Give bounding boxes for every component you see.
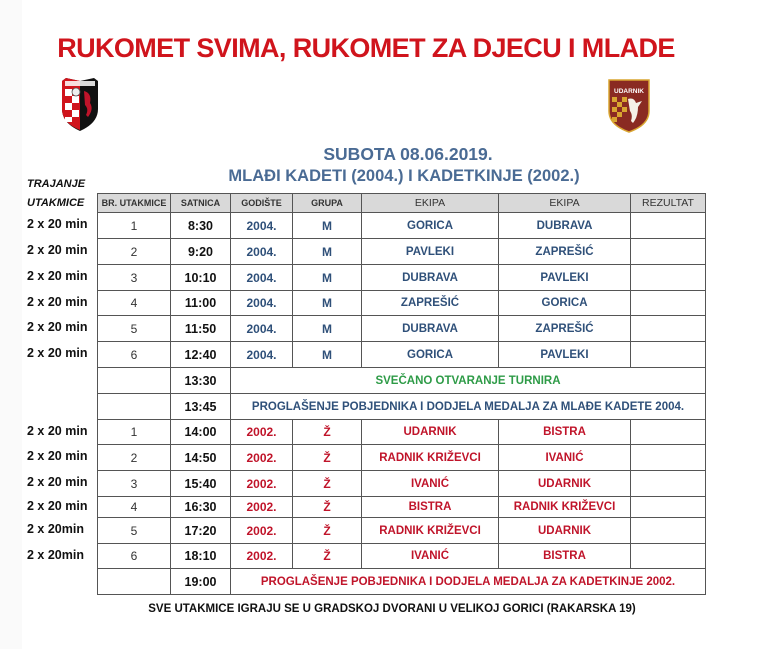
- match-number: 6: [98, 544, 171, 569]
- group: M: [293, 316, 362, 342]
- birth-year: 2004.: [231, 291, 293, 316]
- birth-year: 2002.: [231, 544, 293, 569]
- header-group: GRUPA: [293, 194, 362, 213]
- match-duration: 2 x 20 min: [27, 243, 88, 257]
- table-row: [98, 471, 706, 497]
- birth-year: 2004.: [231, 265, 293, 291]
- match-duration: 2 x 20 min: [27, 475, 88, 489]
- group: Ž: [293, 544, 362, 569]
- header-result: REZULTAT: [631, 194, 706, 213]
- event-row: [98, 569, 706, 595]
- result-cell[interactable]: [631, 316, 706, 342]
- team-home: GORICA: [362, 342, 499, 368]
- team-home: ZAPREŠIĆ: [362, 291, 499, 316]
- event-text: PROGLAŠENJE POBJEDNIKA I DODJELA MEDALJA ZA KADETKINJE 2002.: [231, 569, 706, 595]
- match-duration: 2 x 20 min: [27, 269, 88, 283]
- match-duration: 2 x 20min: [27, 548, 84, 562]
- team-away: PAVLEKI: [499, 342, 631, 368]
- udarnik-crest-logo: [606, 77, 652, 133]
- empty-cell: [98, 569, 171, 595]
- match-time: 17:20: [171, 518, 231, 544]
- match-time: 9:20: [171, 239, 231, 265]
- group: Ž: [293, 420, 362, 445]
- team-away: PAVLEKI: [499, 265, 631, 291]
- group: Ž: [293, 518, 362, 544]
- team-away: UDARNIK: [499, 518, 631, 544]
- match-number: 4: [98, 291, 171, 316]
- result-cell[interactable]: [631, 265, 706, 291]
- match-time: 14:50: [171, 445, 231, 471]
- group: M: [293, 291, 362, 316]
- birth-year: 2002.: [231, 497, 293, 518]
- group: M: [293, 265, 362, 291]
- event-time: 13:45: [171, 394, 231, 420]
- group: Ž: [293, 471, 362, 497]
- table-row: [98, 265, 706, 291]
- result-cell[interactable]: [631, 420, 706, 445]
- match-time: 14:00: [171, 420, 231, 445]
- empty-cell: [98, 368, 171, 394]
- table-row: [98, 342, 706, 368]
- date-heading: SUBOTA 08.06.2019.: [323, 144, 493, 164]
- duration-heading-line-2: UTAKMICE: [27, 197, 85, 209]
- result-cell[interactable]: [631, 291, 706, 316]
- match-number: 2: [98, 445, 171, 471]
- schedule-table: [97, 193, 706, 595]
- header-year: GODIŠTE: [231, 194, 293, 213]
- table-row: [98, 420, 706, 445]
- club-crest-left-logo: [56, 75, 104, 133]
- categories-subtitle: MLAĐI KADETI (2004.) I KADETKINJE (2002.): [228, 167, 580, 185]
- match-number: 1: [98, 213, 171, 239]
- table-header-row: [98, 194, 706, 213]
- team-home: UDARNIK: [362, 420, 499, 445]
- result-cell[interactable]: [631, 471, 706, 497]
- team-home: DUBRAVA: [362, 265, 499, 291]
- team-away: GORICA: [499, 291, 631, 316]
- result-cell[interactable]: [631, 518, 706, 544]
- team-home: RADNIK KRIŽEVCI: [362, 445, 499, 471]
- result-cell[interactable]: [631, 342, 706, 368]
- header-team-home: EKIPA: [362, 194, 499, 213]
- match-number: 4: [98, 497, 171, 518]
- match-duration: 2 x 20 min: [27, 499, 88, 513]
- table-row: [98, 518, 706, 544]
- match-time: 12:40: [171, 342, 231, 368]
- duration-heading-line-1: TRAJANJE: [27, 178, 86, 190]
- match-duration: 2 x 20 min: [27, 449, 88, 463]
- team-away: DUBRAVA: [499, 213, 631, 239]
- team-home: DUBRAVA: [362, 316, 499, 342]
- event-time: 19:00: [171, 569, 231, 595]
- birth-year: 2004.: [231, 239, 293, 265]
- match-duration: 2 x 20 min: [27, 424, 88, 438]
- match-time: 11:50: [171, 316, 231, 342]
- match-duration: 2 x 20 min: [27, 295, 88, 309]
- header-team-away: EKIPA: [499, 194, 631, 213]
- team-home: IVANIĆ: [362, 544, 499, 569]
- match-number: 3: [98, 265, 171, 291]
- match-number: 5: [98, 316, 171, 342]
- match-number: 2: [98, 239, 171, 265]
- group: M: [293, 239, 362, 265]
- table-row: [98, 316, 706, 342]
- match-number: 1: [98, 420, 171, 445]
- team-away: UDARNIK: [499, 471, 631, 497]
- event-row: [98, 394, 706, 420]
- team-home: PAVLEKI: [362, 239, 499, 265]
- venue-footer: SVE UTAKMICE IGRAJU SE U GRADSKOJ DVORANI U VELIKOJ GORICI (RAKARSKA 19): [148, 603, 636, 615]
- birth-year: 2004.: [231, 342, 293, 368]
- team-home: IVANIĆ: [362, 471, 499, 497]
- header-match-no: BR. UTAKMICE: [98, 194, 171, 213]
- result-cell[interactable]: [631, 544, 706, 569]
- table-row: [98, 544, 706, 569]
- birth-year: 2002.: [231, 445, 293, 471]
- team-home: GORICA: [362, 213, 499, 239]
- match-time: 16:30: [171, 497, 231, 518]
- team-away: ZAPREŠIĆ: [499, 239, 631, 265]
- event-text: SVEČANO OTVARANJE TURNIRA: [231, 368, 706, 394]
- match-duration: 2 x 20 min: [27, 346, 88, 360]
- team-home: BISTRA: [362, 497, 499, 518]
- empty-cell: [98, 394, 171, 420]
- event-time: 13:30: [171, 368, 231, 394]
- group: M: [293, 213, 362, 239]
- page-margin-strip: [0, 0, 22, 649]
- group: Ž: [293, 497, 362, 518]
- table-row: [98, 291, 706, 316]
- group: Ž: [293, 445, 362, 471]
- match-time: 8:30: [171, 213, 231, 239]
- match-time: 15:40: [171, 471, 231, 497]
- match-number: 6: [98, 342, 171, 368]
- page-title: RUKOMET SVIMA, RUKOMET ZA DJECU I MLADE: [57, 33, 675, 63]
- match-number: 5: [98, 518, 171, 544]
- match-number: 3: [98, 471, 171, 497]
- team-away: ZAPREŠIĆ: [499, 316, 631, 342]
- result-cell[interactable]: [631, 445, 706, 471]
- match-duration: 2 x 20 min: [27, 217, 88, 231]
- svg-text:UDARNIK: UDARNIK: [614, 88, 644, 95]
- event-text: PROGLAŠENJE POBJEDNIKA I DODJELA MEDALJA ZA MLAĐE KADETE 2004.: [231, 394, 706, 420]
- table-row: [98, 213, 706, 239]
- team-away: BISTRA: [499, 544, 631, 569]
- table-row: [98, 497, 706, 518]
- birth-year: 2002.: [231, 420, 293, 445]
- birth-year: 2002.: [231, 518, 293, 544]
- team-away: RADNIK KRIŽEVCI: [499, 497, 631, 518]
- match-time: 11:00: [171, 291, 231, 316]
- team-home: RADNIK KRIŽEVCI: [362, 518, 499, 544]
- birth-year: 2004.: [231, 213, 293, 239]
- event-row: [98, 368, 706, 394]
- table-row: [98, 239, 706, 265]
- birth-year: 2004.: [231, 316, 293, 342]
- table-row: [98, 445, 706, 471]
- header-time: SATNICA: [171, 194, 231, 213]
- birth-year: 2002.: [231, 471, 293, 497]
- match-duration: 2 x 20min: [27, 522, 84, 536]
- match-time: 10:10: [171, 265, 231, 291]
- result-cell[interactable]: [631, 213, 706, 239]
- match-duration: 2 x 20 min: [27, 320, 88, 334]
- match-time: 18:10: [171, 544, 231, 569]
- result-cell[interactable]: [631, 239, 706, 265]
- group: M: [293, 342, 362, 368]
- result-cell[interactable]: [631, 497, 706, 518]
- team-away: IVANIĆ: [499, 445, 631, 471]
- team-away: BISTRA: [499, 420, 631, 445]
